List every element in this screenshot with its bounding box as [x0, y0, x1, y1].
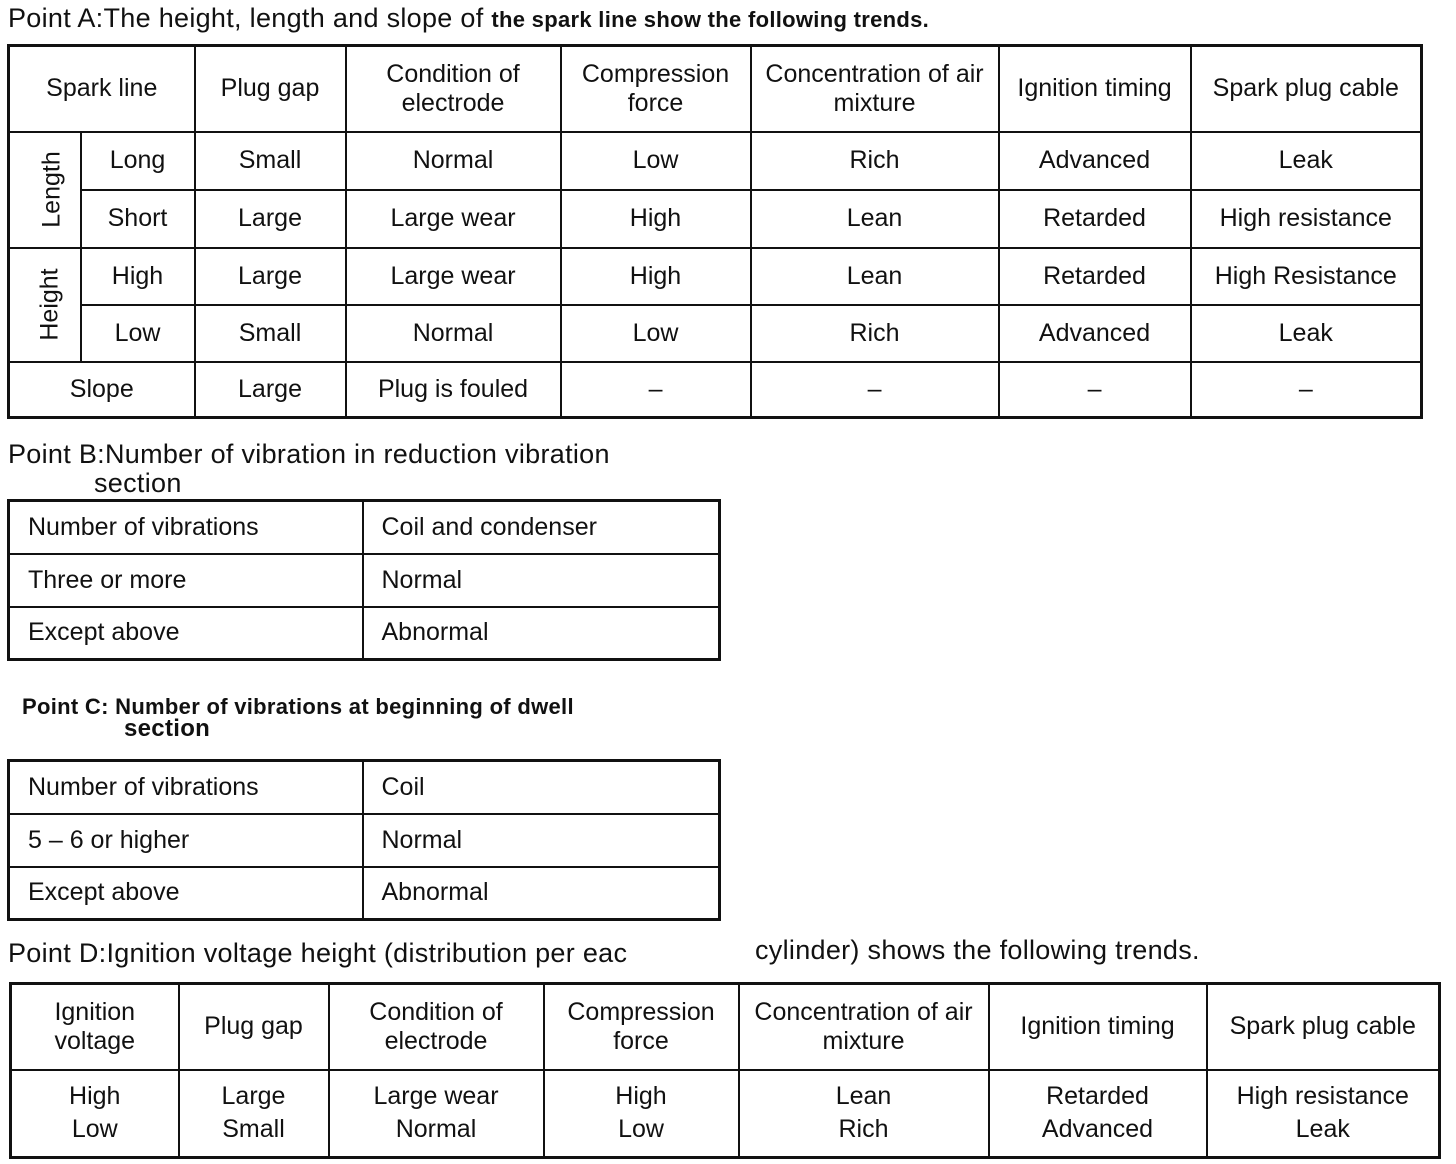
- table-cell: Large: [195, 190, 346, 248]
- header-ignition-voltage: Ignition voltage: [11, 984, 179, 1070]
- table-row: [9, 554, 720, 607]
- table-cell: High resistance: [1191, 190, 1422, 248]
- point-a-heading: [8, 4, 929, 34]
- table-cell: Small: [195, 132, 346, 190]
- table-cell: Leak: [1191, 305, 1422, 362]
- table-cell: [11, 1070, 179, 1158]
- point-c-heading: [22, 696, 574, 740]
- value-top: Large: [221, 1082, 286, 1111]
- table-cell: Retarded: [999, 248, 1191, 305]
- table-cell: Advanced: [999, 132, 1191, 190]
- table-cell: Normal: [346, 305, 561, 362]
- table-cell: Plug is fouled: [346, 362, 561, 418]
- table-row: [9, 867, 720, 920]
- table-cell: Large: [195, 362, 346, 418]
- point-b-table: [7, 499, 721, 661]
- header-condition-of-electrode: Condition of electrode: [346, 46, 561, 132]
- value-bottom: Low: [71, 1115, 118, 1144]
- point-d-table: [9, 982, 1441, 1159]
- table-cell: Large: [195, 248, 346, 305]
- table-cell: Lean: [751, 248, 999, 305]
- table-cell: High: [81, 248, 195, 305]
- table-cell: Normal: [363, 554, 720, 607]
- table-cell: Low: [561, 132, 751, 190]
- table-cell: Number of vibrations: [9, 761, 363, 814]
- point-c-table: [7, 759, 721, 921]
- table-cell: Long: [81, 132, 195, 190]
- table-cell: Lean: [751, 190, 999, 248]
- point-a-heading-suffix: the spark line show the following trends.: [491, 7, 930, 32]
- table-cell: Large wear: [346, 190, 561, 248]
- table-cell: Abnormal: [363, 607, 720, 660]
- table-cell: Low: [81, 305, 195, 362]
- table-cell: Normal: [346, 132, 561, 190]
- value-top: High resistance: [1236, 1082, 1409, 1111]
- table-row: [9, 607, 720, 660]
- table-cell: –: [561, 362, 751, 418]
- point-a-header-row: [9, 46, 1422, 132]
- header-plug-gap: Plug gap: [179, 984, 329, 1070]
- header-spark-plug-cable: Spark plug cable: [1207, 984, 1440, 1070]
- table-row: [9, 761, 720, 814]
- value-bottom: Low: [618, 1115, 664, 1144]
- header-compression-force: Compression force: [561, 46, 751, 132]
- point-b-heading-line1: Point B:Number of vibration in reduction vibration: [8, 439, 610, 469]
- header-ignition-timing: Ignition timing: [999, 46, 1191, 132]
- table-cell: High: [561, 248, 751, 305]
- length-group-label: Length: [9, 132, 81, 248]
- table-cell: –: [999, 362, 1191, 418]
- table-row: [9, 190, 1422, 248]
- table-cell: Coil and condenser: [363, 501, 720, 554]
- table-cell: [1207, 1070, 1440, 1158]
- table-cell: Retarded: [999, 190, 1191, 248]
- table-cell: Advanced: [999, 305, 1191, 362]
- point-c-heading-line1: Point C: Number of vibrations at beginning of dwell: [22, 694, 574, 719]
- table-cell: Leak: [1191, 132, 1422, 190]
- table-cell: High: [561, 190, 751, 248]
- point-d-heading-part1: Point D:Ignition voltage height (distribution per eac: [8, 938, 628, 968]
- table-cell: –: [1191, 362, 1422, 418]
- table-row: [9, 814, 720, 867]
- value-bottom: Small: [222, 1115, 285, 1144]
- table-cell: Rich: [751, 305, 999, 362]
- point-b-heading: [8, 440, 610, 498]
- table-cell: Except above: [9, 867, 363, 920]
- table-row: [11, 1070, 1440, 1158]
- table-cell: [739, 1070, 989, 1158]
- point-c-heading-line2: section: [124, 715, 211, 742]
- header-ignition-timing: Ignition timing: [989, 984, 1207, 1070]
- value-top: Lean: [835, 1082, 892, 1111]
- value-bottom: Leak: [1295, 1115, 1350, 1144]
- header-plug-gap: Plug gap: [195, 46, 346, 132]
- table-cell: Coil: [363, 761, 720, 814]
- table-cell: Low: [561, 305, 751, 362]
- point-d-header-row: [11, 984, 1440, 1070]
- slope-row: [9, 362, 1422, 418]
- header-compression-force: Compression force: [544, 984, 739, 1070]
- table-cell: –: [751, 362, 999, 418]
- table-row: [9, 132, 1422, 190]
- value-bottom: Normal: [395, 1115, 477, 1144]
- table-cell: 5 – 6 or higher: [9, 814, 363, 867]
- table-cell: Large wear: [346, 248, 561, 305]
- table-cell: Abnormal: [363, 867, 720, 920]
- table-cell: Rich: [751, 132, 999, 190]
- table-cell: Number of vibrations: [9, 501, 363, 554]
- table-cell: [989, 1070, 1207, 1158]
- table-cell: Normal: [363, 814, 720, 867]
- header-condition-of-electrode: Condition of electrode: [329, 984, 544, 1070]
- table-row: [9, 501, 720, 554]
- point-b-heading-line2: section: [94, 468, 182, 498]
- value-bottom: Advanced: [1041, 1115, 1154, 1144]
- table-cell: [329, 1070, 544, 1158]
- height-group-label: Height: [9, 248, 81, 362]
- table-cell: Three or more: [9, 554, 363, 607]
- header-spark-plug-cable: Spark plug cable: [1191, 46, 1422, 132]
- header-concentration-of-air-mixture: Concentration of air mixture: [739, 984, 989, 1070]
- table-cell: [544, 1070, 739, 1158]
- table-cell: High Resistance: [1191, 248, 1422, 305]
- table-cell: Small: [195, 305, 346, 362]
- point-a-table: [7, 44, 1423, 419]
- value-top: High: [615, 1082, 667, 1111]
- value-top: High: [69, 1082, 121, 1111]
- table-row: [9, 248, 1422, 305]
- table-cell: Slope: [9, 362, 195, 418]
- header-concentration-of-air-mixture: Concentration of air mixture: [751, 46, 999, 132]
- value-top: Retarded: [1046, 1082, 1149, 1111]
- table-row: [9, 305, 1422, 362]
- point-d-heading-part2: cylinder) shows the following trends.: [755, 935, 1200, 965]
- table-cell: [179, 1070, 329, 1158]
- table-cell: Except above: [9, 607, 363, 660]
- value-top: Large wear: [373, 1082, 499, 1111]
- table-cell: Short: [81, 190, 195, 248]
- value-bottom: Rich: [838, 1115, 889, 1144]
- point-a-heading-prefix: Point A:The height, length and slope of: [8, 3, 484, 33]
- header-spark-line: Spark line: [9, 46, 195, 132]
